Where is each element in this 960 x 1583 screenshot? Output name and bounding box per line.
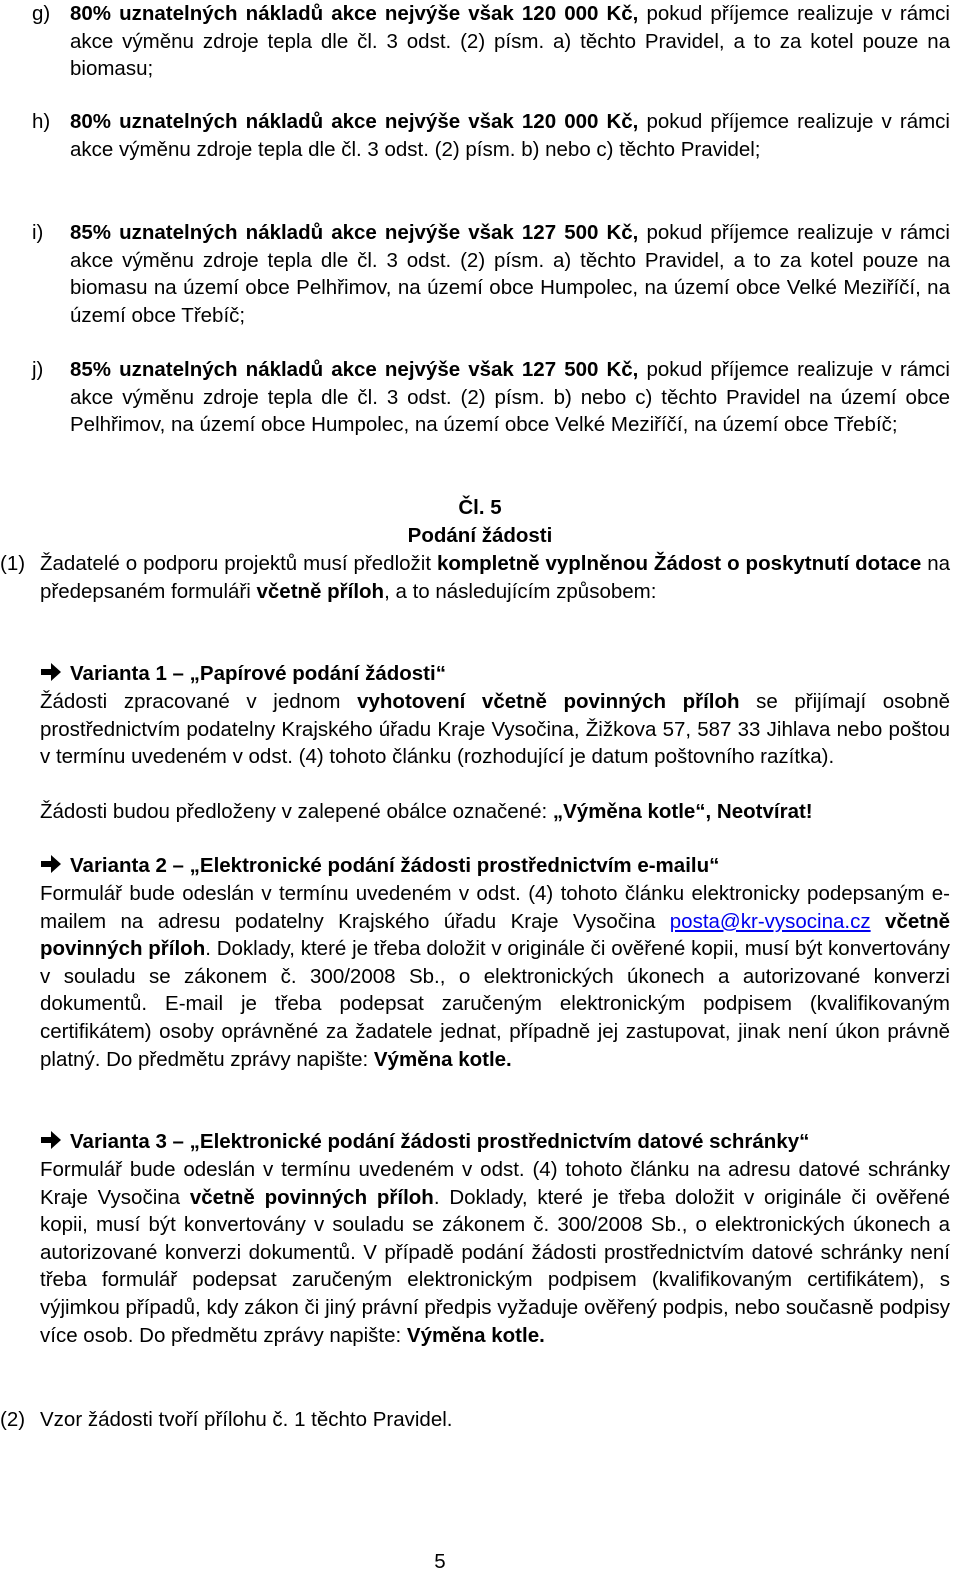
variant-text: Formulář bude odeslán v termínu uvedeném v odst. (4) tohoto článku elektronicky podepsaným e-mailem na adresu podatelny Krajského úřadu Kraje Vysočina bbox=[40, 882, 950, 933]
variant-bold: včetně povinných příloh bbox=[189, 1185, 434, 1209]
page-number: 5 bbox=[434, 1550, 446, 1573]
variant-text: Formulář bude odeslán v termínu uvedeném v odst. (4) tohoto článku na adresu datové schránky Kraje Vysočina bbox=[40, 1158, 950, 1209]
variant-3-heading bbox=[40, 1128, 950, 1156]
article-title: Podání žádosti bbox=[407, 524, 553, 547]
article-number: Čl. 5 bbox=[458, 496, 502, 519]
item-label: g) bbox=[32, 2, 51, 25]
item-rest: pokud příjemce realizuje v rámci akce výměnu zdroje tepla dle čl. 3 odst. (2) písm. b) nebo c) těchto Pravidel; bbox=[70, 110, 950, 161]
variant-bold: včetně povinných příloh bbox=[40, 909, 950, 961]
list-item-j bbox=[32, 356, 950, 439]
paragraph-1 bbox=[40, 550, 950, 605]
email-link[interactable]: posta@kr-vysocina.cz bbox=[669, 909, 871, 933]
paragraph-bold: včetně příloh bbox=[256, 579, 385, 603]
variant-3-title: Varianta 3 – „Elektronické podání žádosti prostřednictvím datové schránky“ bbox=[70, 1130, 810, 1153]
variant-bold: vyhotovení včetně povinných příloh bbox=[357, 690, 740, 713]
variant-text: se přijímají osobně prostřednictvím podatelny Krajského úřadu Kraje Vysočina, Žižkova 57, 587 33 Jihlava nebo poštou v termínu uvedeném v odst. (4) tohoto článku (rozhodující je datum poštovního razítka). bbox=[40, 690, 950, 769]
variant-bold: Výměna kotle. bbox=[406, 1323, 545, 1347]
variant-text: . Doklady, které je třeba doložit v originále či ověřené kopii, musí být konvertovány v souladu se zákonem č. 300/2008 Sb., o elektronických úkonech a autorizované konverzi dokumentů. V případě podání žádosti prostřednictvím datové schránky není třeba formulář podepsat zaručeným elektronickým podpisem (kvalifikovaným certifikátem), s výjimkou případů, kdy zákon či jiný právní předpis vyžaduje ověřený podpis, nebo současně podpisy více osob. Do předmětu zprávy napište: bbox=[40, 1185, 951, 1347]
variant-bold: Výměna kotle. bbox=[373, 1047, 512, 1071]
variant-2-title: Varianta 2 – „Elektronické podání žádosti prostřednictvím e-mailu“ bbox=[70, 854, 720, 877]
item-text bbox=[70, 219, 950, 329]
list-item-g bbox=[32, 0, 950, 83]
variant-3-body bbox=[40, 1156, 950, 1349]
variant-text: . Doklady, které je třeba doložit v originále či ověřené kopii, musí být konvertovány v souladu se zákonem č. 300/2008 Sb., o elektronických úkonech a autorizované konverzi dokumentů. E-mail je třeba podepsat zaručeným elektronickým podpisem (kvalifikovaným certifikátem) osoby oprávněné za žadatele jednat, případně jej zastupovat, jinak není úkon právně platný. Do předmětu zprávy napište: bbox=[40, 937, 950, 1071]
variant-text: Žádosti budou předloženy v zalepené obálce označené: bbox=[40, 800, 553, 823]
paragraph-text: na předepsaném formuláři bbox=[40, 552, 950, 603]
variant-1-title: Varianta 1 – „Papírové podání žádosti“ bbox=[70, 662, 446, 685]
paragraph-bold: kompletně vyplněnou Žádost o poskytnutí dotace bbox=[436, 552, 922, 575]
item-text bbox=[70, 0, 950, 83]
item-bold: 80% uznatelných nákladů akce nejvýše však 120 000 Kč, bbox=[70, 2, 639, 25]
item-text bbox=[70, 108, 950, 163]
item-rest: pokud příjemce realizuje v rámci akce výměnu zdroje tepla dle čl. 3 odst. (2) písm. a) těchto Pravidel, a to za kotel pouze na biomasu na území obce Pelhřimov, na území obce Humpolec, na území obce Velké Meziříčí, na území obce Třebíč; bbox=[70, 221, 950, 327]
variant-1-body bbox=[40, 688, 950, 771]
variant-bold: „Výměna kotle“, Neotvírat! bbox=[552, 800, 813, 823]
item-rest: pokud příjemce realizuje v rámci akce výměnu zdroje tepla dle čl. 3 odst. (2) písm. b) nebo c) těchto Pravidel na území obce Pelhřimov, na území obce Humpolec, na území obce Velké Meziříčí, na území obce Třebíč; bbox=[70, 358, 950, 437]
paragraph-2: Vzor žádosti tvoří přílohu č. 1 těchto Pravidel. bbox=[40, 1408, 453, 1431]
paragraph-number-1: (1) bbox=[0, 552, 26, 575]
item-bold: 80% uznatelných nákladů akce nejvýše však 120 000 Kč, bbox=[70, 110, 639, 133]
right-arrow-icon bbox=[40, 661, 62, 683]
paragraph-number-2: (2) bbox=[0, 1408, 26, 1431]
item-label: i) bbox=[32, 221, 44, 244]
variant-text: Žádosti zpracované v jednom bbox=[40, 690, 358, 713]
paragraph-text: , a to následujícím způsobem: bbox=[384, 579, 657, 603]
item-bold: 85% uznatelných nákladů akce nejvýše však 127 500 Kč, bbox=[70, 221, 639, 244]
item-label: j) bbox=[32, 358, 44, 381]
variant-2-body bbox=[40, 880, 950, 1073]
item-label: h) bbox=[32, 110, 51, 133]
variant-1-envelope bbox=[40, 798, 950, 826]
variant-1-heading bbox=[40, 660, 950, 688]
right-arrow-icon bbox=[40, 1129, 62, 1151]
item-bold: 85% uznatelných nákladů akce nejvýše však 127 500 Kč, bbox=[70, 358, 639, 381]
list-item-h bbox=[32, 108, 950, 163]
right-arrow-icon bbox=[40, 853, 62, 875]
paragraph-text: Žadatelé o podporu projektů musí předložit bbox=[40, 552, 437, 575]
item-text bbox=[70, 356, 950, 439]
variant-2-heading bbox=[40, 852, 950, 880]
item-rest: pokud příjemce realizuje v rámci akce výměnu zdroje tepla dle čl. 3 odst. (2) písm. a) těchto Pravidel, a to za kotel pouze na biomasu; bbox=[70, 2, 950, 81]
list-item-i bbox=[32, 219, 950, 329]
